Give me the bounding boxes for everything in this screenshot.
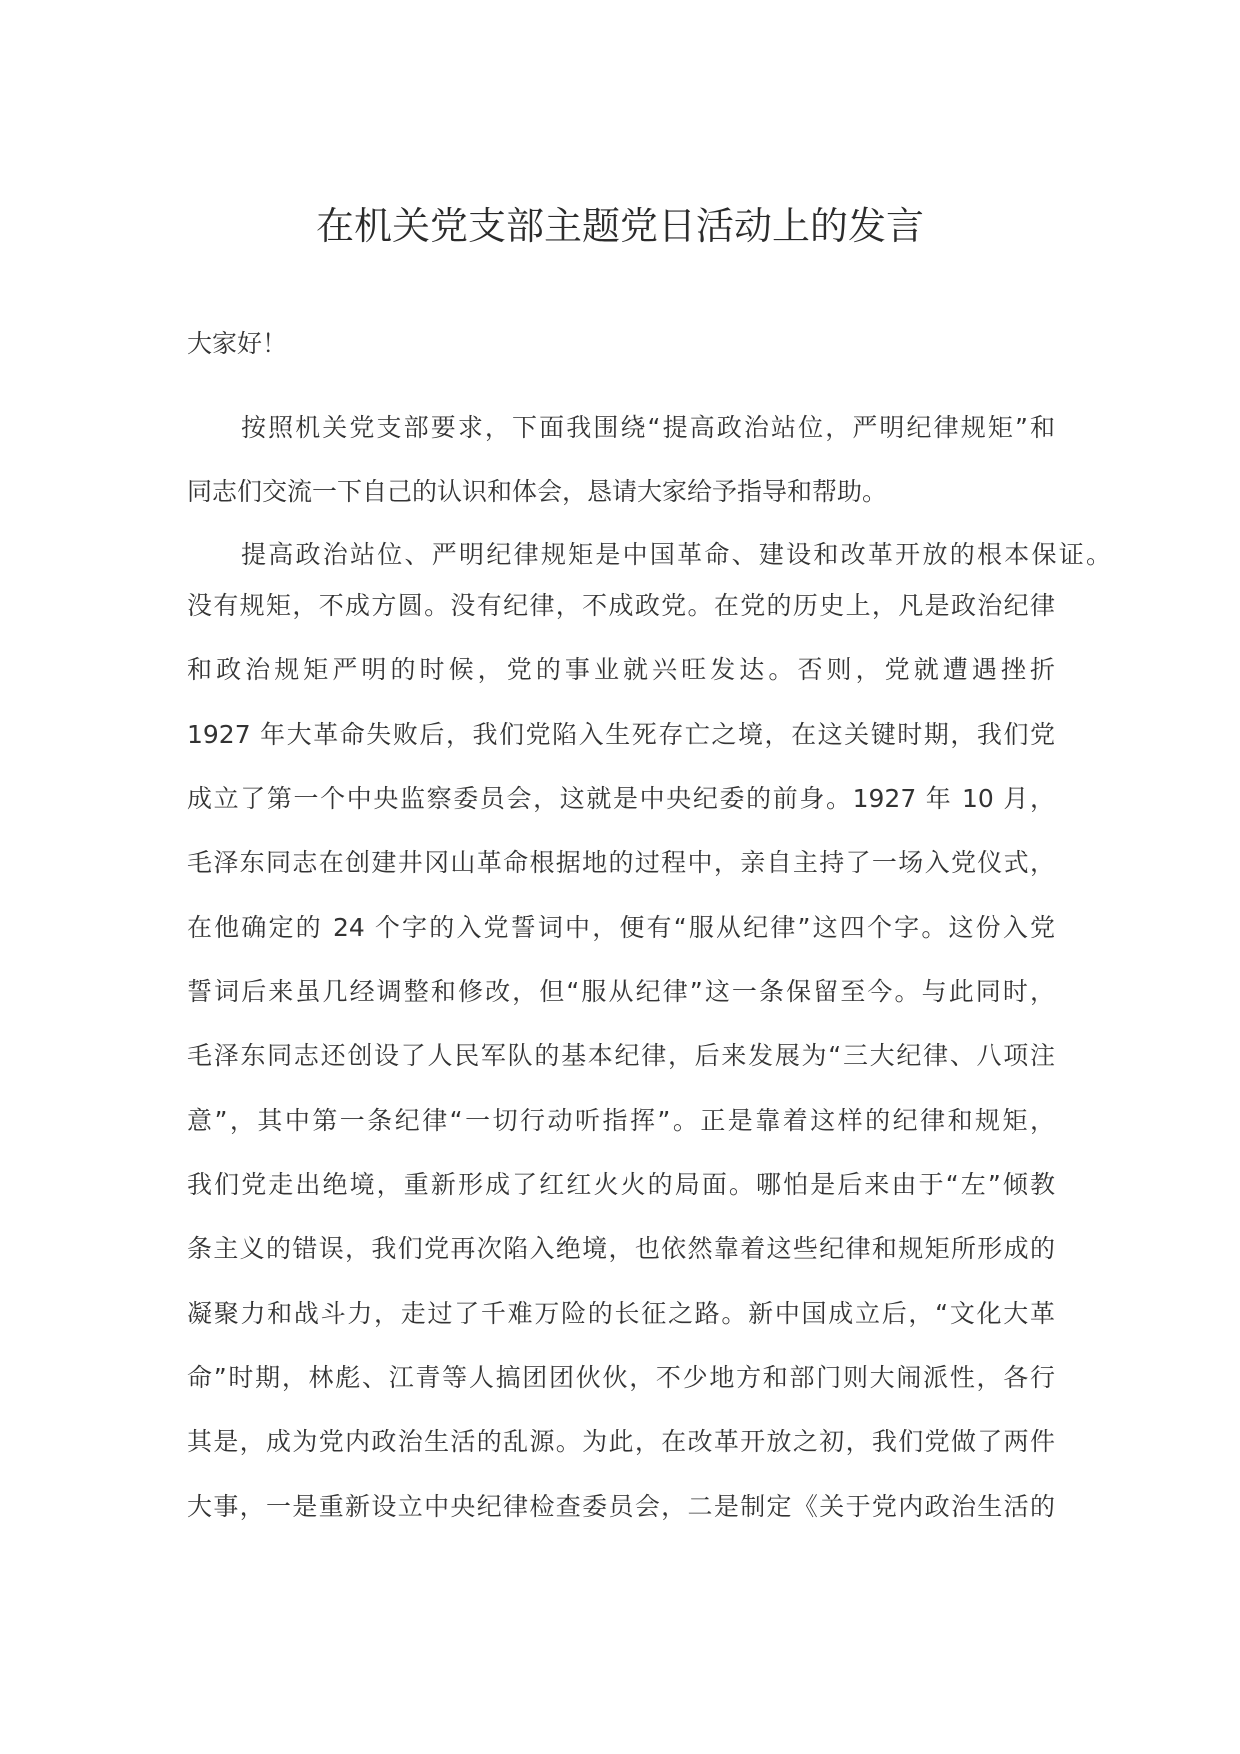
paragraph-1-line-2: 同志们交流一下自己的认识和体会，恳请大家给予指导和帮助。 — [187, 477, 888, 506]
paragraph-2-line-10: 意”，其中第一条纪律“一切行动听指挥”。正是靠着这样的纪律和规矩， — [187, 1106, 1055, 1135]
paragraph-2-line-12: 条主义的错误，我们党再次陷入绝境，也依然靠着这些纪律和规矩所形成的 — [187, 1234, 1055, 1263]
paragraph-2-line-3: 和政治规矩严明的时候，党的事业就兴旺发达。否则，党就遭遇挫折 — [187, 655, 1055, 684]
paragraph-2-line-16: 大事，一是重新设立中央纪律检查委员会，二是制定《关于党内政治生活的 — [187, 1492, 1055, 1521]
paragraph-2-line-14: 命”时期，林彪、江青等人搞团团伙伙，不少地方和部门则大闹派性，各行 — [187, 1363, 1055, 1392]
paragraph-2-line-1: 提高政治站位、严明纪律规矩是中国革命、建设和改革开放的根本保证。 — [241, 540, 1111, 569]
paragraph-2-line-2: 没有规矩，不成方圆。没有纪律，不成政党。在党的历史上，凡是政治纪律 — [187, 591, 1055, 620]
paragraph-2-line-6: 毛泽东同志在创建井冈山革命根据地的过程中，亲自主持了一场入党仪式， — [187, 848, 1055, 877]
paragraph-2-line-4: 1927 年大革命失败后，我们党陷入生死存亡之境，在这关键时期，我们党 — [187, 720, 1055, 749]
paragraph-1-line-1: 按照机关党支部要求，下面我围绕“提高政治站位，严明纪律规矩”和 — [241, 413, 1055, 442]
paragraph-2-line-9: 毛泽东同志还创设了人民军队的基本纪律，后来发展为“三大纪律、八项注 — [187, 1041, 1055, 1070]
paragraph-2-line-7: 在他确定的 24 个字的入党誓词中，便有“服从纪律”这四个字。这份入党 — [187, 913, 1055, 942]
paragraph-2-line-15: 其是，成为党内政治生活的乱源。为此，在改革开放之初，我们党做了两件 — [187, 1427, 1055, 1456]
paragraph-2-line-8: 誓词后来虽几经调整和修改，但“服从纪律”这一条保留至今。与此同时， — [187, 977, 1055, 1006]
paragraph-2-line-5: 成立了第一个中央监察委员会，这就是中央纪委的前身。1927 年 10 月， — [187, 784, 1055, 813]
greeting: 大家好！ — [187, 329, 288, 358]
document-title: 在机关党支部主题党日活动上的发言 — [315, 204, 924, 248]
paragraph-2-line-13: 凝聚力和战斗力，走过了千难万险的长征之路。新中国成立后，“文化大革 — [187, 1299, 1055, 1328]
paragraph-2-line-11: 我们党走出绝境，重新形成了红红火火的局面。哪怕是后来由于“左”倾教 — [187, 1170, 1055, 1199]
